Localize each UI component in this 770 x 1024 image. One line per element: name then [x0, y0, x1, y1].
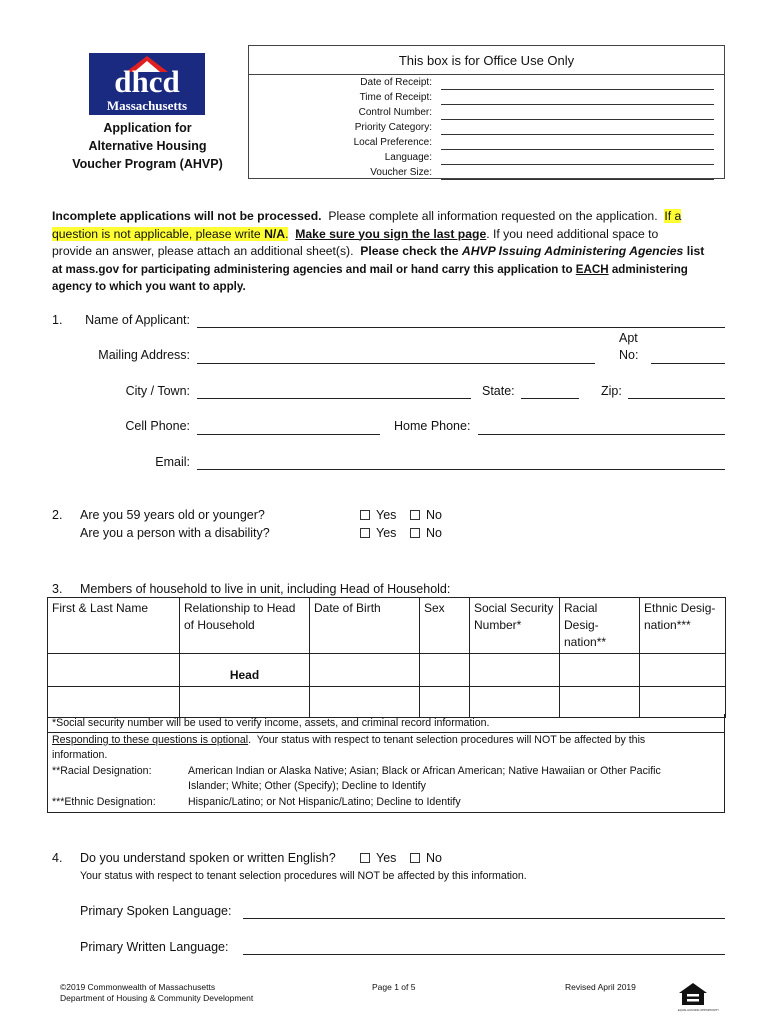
q4-question: Do you understand spoken or written English?	[80, 851, 336, 865]
q1-number: 1.	[52, 313, 63, 327]
name-of-applicant-field[interactable]	[197, 327, 725, 328]
footer-department: Department of Housing & Community Development	[60, 993, 254, 1003]
racial-designation-row: **Racial Designation: American Indian or Alaska Native; Asian; Black or African American; Native Hawaiian or Other Pacific Islander; White; Other (Specify); Decline to Identify	[52, 764, 661, 792]
eho-caption: EQUAL HOUSING OPPORTUNITY	[678, 1009, 719, 1012]
english-no-checkbox[interactable]: No	[410, 851, 442, 865]
email-label: Email:	[155, 455, 190, 469]
zip-field[interactable]	[628, 398, 725, 399]
apt-no-label: No:	[619, 348, 639, 362]
table-cell[interactable]	[640, 654, 726, 687]
head-label: Head	[229, 668, 260, 682]
footer-page-number: Page 1 of 5	[372, 982, 416, 992]
city-town-label: City / Town:	[125, 384, 190, 398]
column-header: Social Security Number*	[470, 598, 560, 654]
table-cell[interactable]	[180, 654, 310, 687]
title-line: Alternative Housing	[88, 139, 207, 153]
office-use-box	[248, 45, 725, 179]
q4-note: Your status with respect to tenant selection procedures will NOT be affected by this information.	[80, 870, 527, 882]
table-cell[interactable]	[48, 687, 180, 718]
cell-phone-field[interactable]	[197, 434, 380, 435]
office-field-date-of-receipt[interactable]: Date of Receipt:	[249, 77, 724, 92]
intro-paragraph: Incomplete applications will not be processed. Please complete all information requested on the application. If a question is not applicable, please write N/A. Make sure you sign the last page. If you need additional space to provide an answer, please attach an additional sheet(s). Please check the AHVP Issuing Administering Agencies list at mass.gov for participating administering agencies and mail or hand carry this application to EACH administering agency to which you want to apply.	[52, 209, 705, 293]
ssn-note: *Social security number will be used to verify income, assets, and criminal record information.	[52, 717, 490, 729]
table-cell[interactable]	[560, 654, 640, 687]
home-phone-field[interactable]	[478, 434, 725, 435]
disability-yes-checkbox[interactable]: Yes	[360, 526, 396, 540]
zip-label: Zip:	[601, 384, 622, 398]
mailing-address-label: Mailing Address:	[98, 348, 190, 362]
table-header-row	[48, 598, 726, 654]
age-yes-checkbox[interactable]: Yes	[360, 508, 396, 522]
table-cell[interactable]	[310, 654, 420, 687]
english-yes-checkbox[interactable]: Yes	[360, 851, 396, 865]
highlight: question is not applicable, please write N/A.	[52, 226, 289, 241]
optional-note-cont: information.	[52, 749, 108, 761]
title-line: Application for	[103, 121, 192, 135]
q4-number: 4.	[52, 851, 63, 865]
title-line: Voucher Program (AHVP)	[72, 157, 223, 171]
equal-housing-opportunity-icon	[678, 982, 719, 1012]
cell-phone-label: Cell Phone:	[125, 419, 190, 433]
primary-written-language-label: Primary Written Language:	[80, 940, 229, 954]
dhcd-logo	[89, 53, 205, 115]
primary-spoken-language-label: Primary Spoken Language:	[80, 904, 232, 918]
footer-revised: Revised April 2019	[565, 982, 636, 992]
q2-age-question: Are you 59 years old or younger?	[80, 508, 265, 522]
primary-spoken-language-field[interactable]	[243, 918, 725, 919]
q2-disability-question: Are you a person with a disability?	[80, 526, 270, 540]
column-header: Date of Birth	[310, 598, 420, 654]
logo-subtext: Massachusetts	[106, 98, 188, 113]
office-field-voucher-size[interactable]: Voucher Size:	[249, 167, 724, 182]
age-no-checkbox[interactable]: No	[410, 508, 442, 522]
table-cell[interactable]	[310, 687, 420, 718]
office-field-language[interactable]: Language:	[249, 152, 724, 167]
office-field-control-number[interactable]: Control Number:	[249, 107, 724, 122]
column-header: Ethnic Desig-nation***	[640, 598, 726, 654]
city-town-field[interactable]	[197, 398, 471, 399]
table-cell[interactable]	[470, 654, 560, 687]
ethnic-designation-row: ***Ethnic Designation: Hispanic/Latino; or Not Hispanic/Latino; Decline to Identify	[52, 795, 461, 808]
optional-note: Responding to these questions is optional. Your status with respect to tenant selection procedures will NOT be affected by this	[48, 732, 724, 749]
apt-no-field[interactable]	[651, 363, 725, 364]
column-header: First & Last Name	[48, 598, 180, 654]
disability-no-checkbox[interactable]: No	[410, 526, 442, 540]
q3-number: 3.	[52, 582, 63, 596]
office-field-priority-category[interactable]: Priority Category:	[249, 122, 724, 137]
office-field-local-preference[interactable]: Local Preference:	[249, 137, 724, 152]
household-notes	[47, 714, 725, 813]
email-field[interactable]	[197, 469, 725, 470]
state-field[interactable]	[521, 398, 579, 399]
q2-number: 2.	[52, 508, 63, 522]
divider	[249, 74, 724, 75]
footer-copyright: ©2019 Commonwealth of Massachusetts	[60, 982, 216, 992]
home-phone-label: Home Phone:	[394, 419, 471, 433]
column-header: Sex	[420, 598, 470, 654]
office-use-title: This box is for Office Use Only	[398, 53, 575, 68]
office-field-time-of-receipt[interactable]: Time of Receipt:	[249, 92, 724, 107]
column-header: Relationship to Head of Household	[180, 598, 310, 654]
logo-text: dhcd	[114, 64, 180, 99]
table-cell[interactable]	[470, 687, 560, 718]
column-header: Racial Desig-nation**	[560, 598, 640, 654]
primary-written-language-field[interactable]	[243, 954, 725, 955]
table-cell[interactable]	[420, 687, 470, 718]
table-cell[interactable]	[420, 654, 470, 687]
name-of-applicant-label: Name of Applicant:	[85, 313, 190, 327]
apt-label: Apt	[619, 331, 638, 345]
table-cell[interactable]	[48, 654, 180, 687]
table-row	[48, 687, 726, 718]
q3-title: Members of household to live in unit, including Head of Household:	[80, 582, 451, 596]
table-row	[48, 654, 726, 687]
table-cell[interactable]	[640, 687, 726, 718]
application-title	[60, 119, 235, 173]
mailing-address-field[interactable]	[197, 363, 595, 364]
household-members-table	[47, 597, 726, 718]
house-icon	[678, 982, 708, 1006]
table-cell[interactable]	[560, 687, 640, 718]
table-cell[interactable]	[180, 687, 310, 718]
state-label: State:	[482, 384, 515, 398]
